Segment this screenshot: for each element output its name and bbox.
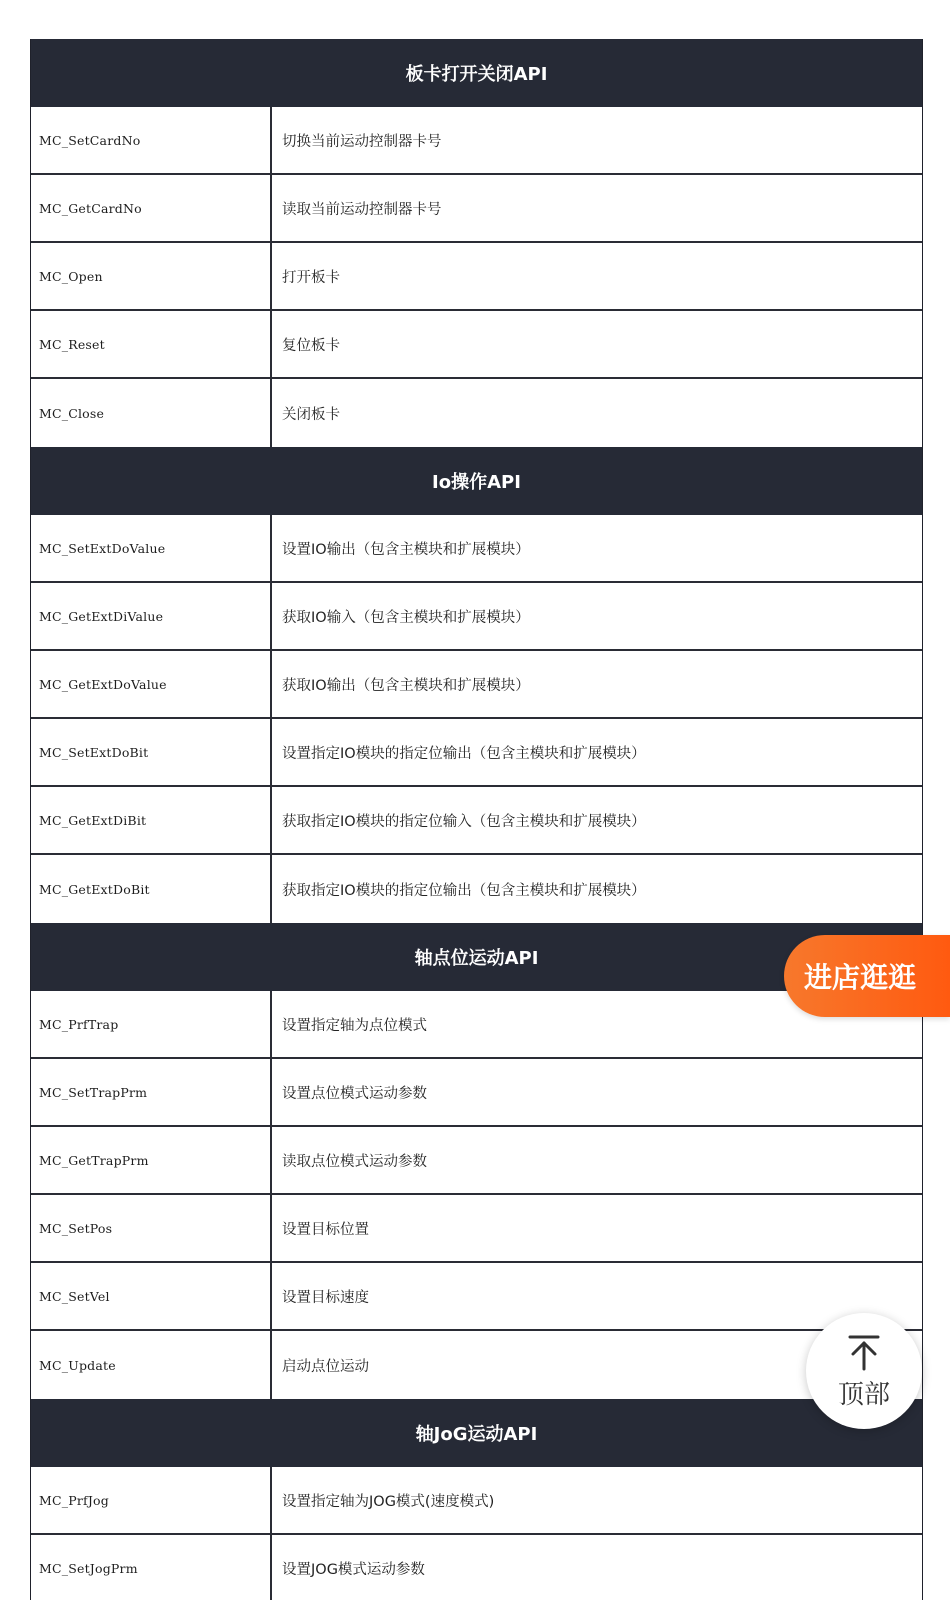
api-name: MC_Close <box>31 379 272 447</box>
table-row <box>31 311 922 379</box>
back-to-top-label: 顶部 <box>837 1379 890 1410</box>
api-name: MC_Open <box>31 243 272 309</box>
api-name: MC_SetCardNo <box>31 107 272 173</box>
api-description: 读取点位模式运动参数 <box>282 1153 427 1170</box>
api-description: 复位板卡 <box>282 337 340 354</box>
table-row <box>31 1059 922 1127</box>
section-header: 板卡打开关闭API <box>31 39 922 107</box>
table-row <box>31 1195 922 1263</box>
api-description: 获取指定IO模块的指定位输入（包含主模块和扩展模块） <box>282 813 646 830</box>
api-name: MC_GetExtDiBit <box>31 787 272 853</box>
table-row <box>31 651 922 719</box>
arrow-up-to-top-icon <box>844 1332 884 1372</box>
back-to-top-button[interactable] <box>806 1313 922 1429</box>
section-header: 轴JoG运动API <box>31 1399 922 1467</box>
table-row <box>31 107 922 175</box>
section-header: Io操作API <box>31 447 922 515</box>
api-name: MC_SetVel <box>31 1263 272 1329</box>
api-description: 启动点位运动 <box>282 1358 369 1375</box>
table-row <box>31 379 922 447</box>
api-name: MC_PrfTrap <box>31 991 272 1057</box>
api-name: MC_GetExtDoBit <box>31 855 272 923</box>
api-description: 设置IO输出（包含主模块和扩展模块） <box>282 541 530 558</box>
api-table <box>30 39 923 1600</box>
api-name: MC_PrfJog <box>31 1467 272 1533</box>
table-row <box>31 991 922 1059</box>
api-description: 设置指定IO模块的指定位输出（包含主模块和扩展模块） <box>282 745 646 762</box>
table-row <box>31 175 922 243</box>
table-row <box>31 1263 922 1331</box>
api-description: 关闭板卡 <box>282 406 340 423</box>
api-name: MC_SetExtDoValue <box>31 515 272 581</box>
api-name: MC_SetJogPrm <box>31 1535 272 1600</box>
api-description: 设置指定轴为JOG模式(速度模式) <box>282 1493 495 1510</box>
api-name: MC_Update <box>31 1331 272 1399</box>
api-description: 设置指定轴为点位模式 <box>282 1017 427 1034</box>
api-description: 设置JOG模式运动参数 <box>282 1561 425 1578</box>
table-row <box>31 515 922 583</box>
api-name: MC_Reset <box>31 311 272 377</box>
api-name: MC_GetTrapPrm <box>31 1127 272 1193</box>
api-description: 获取指定IO模块的指定位输出（包含主模块和扩展模块） <box>282 882 646 899</box>
table-row <box>31 855 922 923</box>
api-description: 设置目标速度 <box>282 1289 369 1306</box>
table-row <box>31 1467 922 1535</box>
table-row <box>31 243 922 311</box>
api-name: MC_GetExtDiValue <box>31 583 272 649</box>
api-description: 切换当前运动控制器卡号 <box>282 133 442 150</box>
api-description: 获取IO输出（包含主模块和扩展模块） <box>282 677 530 694</box>
api-description: 读取当前运动控制器卡号 <box>282 201 442 218</box>
visit-shop-button[interactable]: 进店逛逛 <box>784 935 950 1017</box>
api-description: 获取IO输入（包含主模块和扩展模块） <box>282 609 530 626</box>
table-row <box>31 583 922 651</box>
section-header: 轴点位运动API <box>31 923 922 991</box>
table-row <box>31 719 922 787</box>
api-description: 打开板卡 <box>282 269 340 286</box>
api-name: MC_GetExtDoValue <box>31 651 272 717</box>
api-name: MC_SetTrapPrm <box>31 1059 272 1125</box>
table-row <box>31 1535 922 1600</box>
api-description: 设置目标位置 <box>282 1221 369 1238</box>
api-name: MC_GetCardNo <box>31 175 272 241</box>
api-name: MC_SetExtDoBit <box>31 719 272 785</box>
table-row <box>31 1127 922 1195</box>
api-description: 设置点位模式运动参数 <box>282 1085 427 1102</box>
table-row <box>31 787 922 855</box>
api-name: MC_SetPos <box>31 1195 272 1261</box>
table-row <box>31 1331 922 1399</box>
